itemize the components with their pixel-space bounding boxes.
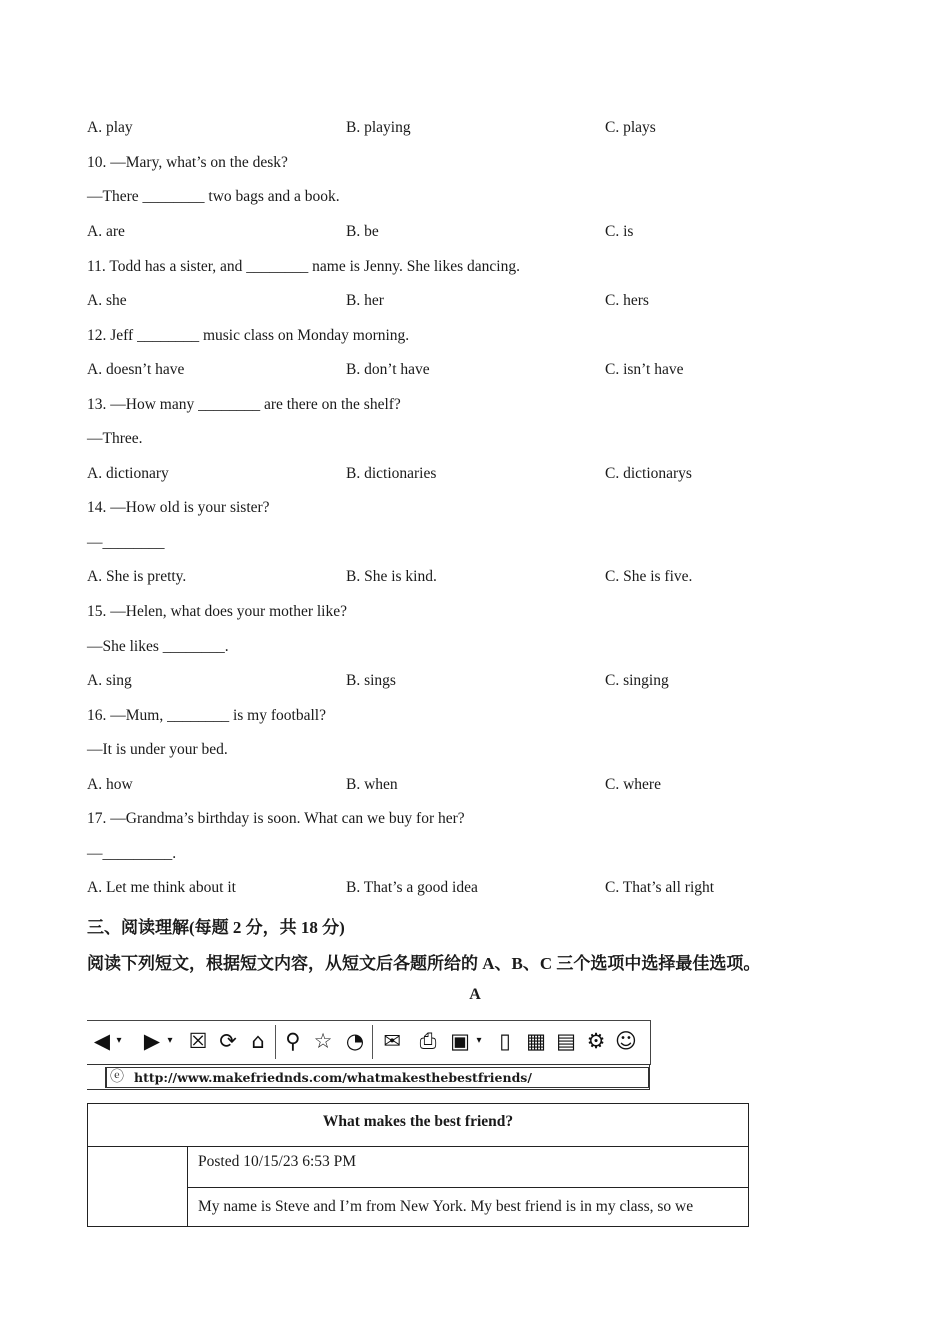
q13-option-a: A. dictionary bbox=[87, 465, 169, 482]
q15-option-a: A. sing bbox=[87, 672, 132, 689]
stop-icon: ☒ bbox=[188, 1029, 208, 1053]
post-table bbox=[87, 1103, 749, 1227]
q17-line2: —_________. bbox=[87, 845, 177, 862]
section-title: 三、阅读理解(每题 2 分，共 18 分) bbox=[87, 918, 345, 937]
favorites-icon: ☆ bbox=[313, 1029, 333, 1053]
mail-icon: ✉ bbox=[383, 1029, 401, 1053]
q13-stem: 13. —How many ________ are there on the shelf? bbox=[87, 396, 401, 413]
users-icon: ☺ bbox=[615, 1029, 637, 1053]
home-icon: ⌂ bbox=[251, 1029, 265, 1053]
q11-option-b: B. her bbox=[346, 292, 384, 309]
q17-option-c: C. That’s all right bbox=[605, 879, 715, 896]
edit-dropdown-icon: ▾ bbox=[476, 1035, 482, 1046]
q16-option-c: C. where bbox=[605, 776, 661, 793]
q13-line2: —Three. bbox=[87, 430, 143, 447]
q10-stem: 10. —Mary, what’s on the desk? bbox=[87, 154, 288, 171]
history-icon: ◔ bbox=[345, 1029, 365, 1053]
q17-option-a: A. Let me think about it bbox=[87, 879, 236, 896]
refresh-icon: ⟳ bbox=[219, 1029, 237, 1053]
q17-option-b: B. That’s a good idea bbox=[346, 879, 478, 896]
q16-line2: —It is under your bed. bbox=[87, 741, 228, 758]
q10-line2: —There ________ two bags and a book. bbox=[87, 188, 340, 205]
q10-option-b: B. be bbox=[346, 223, 379, 240]
back-dropdown-icon: ▾ bbox=[116, 1035, 122, 1046]
notes-icon: ▤ bbox=[556, 1029, 576, 1053]
q14-option-b: B. She is kind. bbox=[346, 568, 437, 585]
toolbar-divider bbox=[275, 1025, 276, 1059]
q11-stem: 11. Todd has a sister, and ________ name is Jenny. She likes dancing. bbox=[87, 258, 520, 275]
tools-icon: ⚙ bbox=[586, 1029, 606, 1053]
address-url: http://www.makefriednds.com/whatmakesthebestfriends/ bbox=[134, 1070, 532, 1085]
q14-line2: —________ bbox=[87, 534, 165, 551]
q16-option-b: B. when bbox=[346, 776, 398, 793]
address-field[interactable] bbox=[105, 1067, 649, 1088]
table-divider bbox=[187, 1146, 188, 1226]
forward-dropdown-icon: ▾ bbox=[167, 1035, 173, 1046]
q9-option-a: A. play bbox=[87, 119, 133, 136]
print-icon: ⎙ bbox=[419, 1029, 437, 1053]
q15-option-b: B. sings bbox=[346, 672, 396, 689]
post-table-title: What makes the best friend? bbox=[88, 1104, 748, 1147]
q9-option-c: C. plays bbox=[605, 119, 656, 136]
address-bar[interactable] bbox=[87, 1064, 650, 1090]
q15-line2: —She likes ________. bbox=[87, 638, 229, 655]
page-icon: ▯ bbox=[499, 1029, 511, 1053]
passage-label: A bbox=[469, 986, 481, 1003]
search-icon: ⚲ bbox=[285, 1029, 301, 1053]
q14-option-c: C. She is five. bbox=[605, 568, 693, 585]
page-globe-icon: ⓔ bbox=[110, 1069, 124, 1085]
table-divider bbox=[188, 1187, 748, 1188]
browser-toolbar bbox=[87, 1020, 651, 1065]
q14-stem: 14. —How old is your sister? bbox=[87, 499, 270, 516]
q11-option-c: C. hers bbox=[605, 292, 649, 309]
q11-option-a: A. she bbox=[87, 292, 127, 309]
q16-option-a: A. how bbox=[87, 776, 133, 793]
q12-option-a: A. doesn’t have bbox=[87, 361, 185, 378]
q17-stem: 17. —Grandma’s birthday is soon. What can we buy for her? bbox=[87, 810, 465, 827]
q10-option-a: A. are bbox=[87, 223, 125, 240]
q12-option-c: C. isn’t have bbox=[605, 361, 684, 378]
q9-option-b: B. playing bbox=[346, 119, 411, 136]
messenger-icon: ▦ bbox=[526, 1029, 546, 1053]
edit-icon: ▣ bbox=[450, 1029, 470, 1053]
post-text: My name is Steve and I’m from New York. My best friend is in my class, so we bbox=[198, 1198, 694, 1215]
q12-option-b: B. don’t have bbox=[346, 361, 430, 378]
q10-option-c: C. is bbox=[605, 223, 634, 240]
q13-option-b: B. dictionaries bbox=[346, 465, 437, 482]
toolbar-divider bbox=[372, 1025, 373, 1059]
q16-stem: 16. —Mum, ________ is my football? bbox=[87, 707, 326, 724]
post-date: Posted 10/15/23 6:53 PM bbox=[198, 1153, 357, 1170]
q15-stem: 15. —Helen, what does your mother like? bbox=[87, 603, 347, 620]
back-icon: ◀ bbox=[93, 1029, 111, 1053]
browser-screenshot bbox=[87, 1020, 650, 1090]
q15-option-c: C. singing bbox=[605, 672, 669, 689]
section-instruction: 阅读下列短文，根据短文内容，从短文后各题所给的 A、B、C 三个选项中选择最佳选项。 bbox=[87, 954, 761, 973]
q14-option-a: A. She is pretty. bbox=[87, 568, 187, 585]
q13-option-c: C. dictionarys bbox=[605, 465, 692, 482]
q12-stem: 12. Jeff ________ music class on Monday morning. bbox=[87, 327, 410, 344]
forward-icon: ▶ bbox=[143, 1029, 161, 1053]
